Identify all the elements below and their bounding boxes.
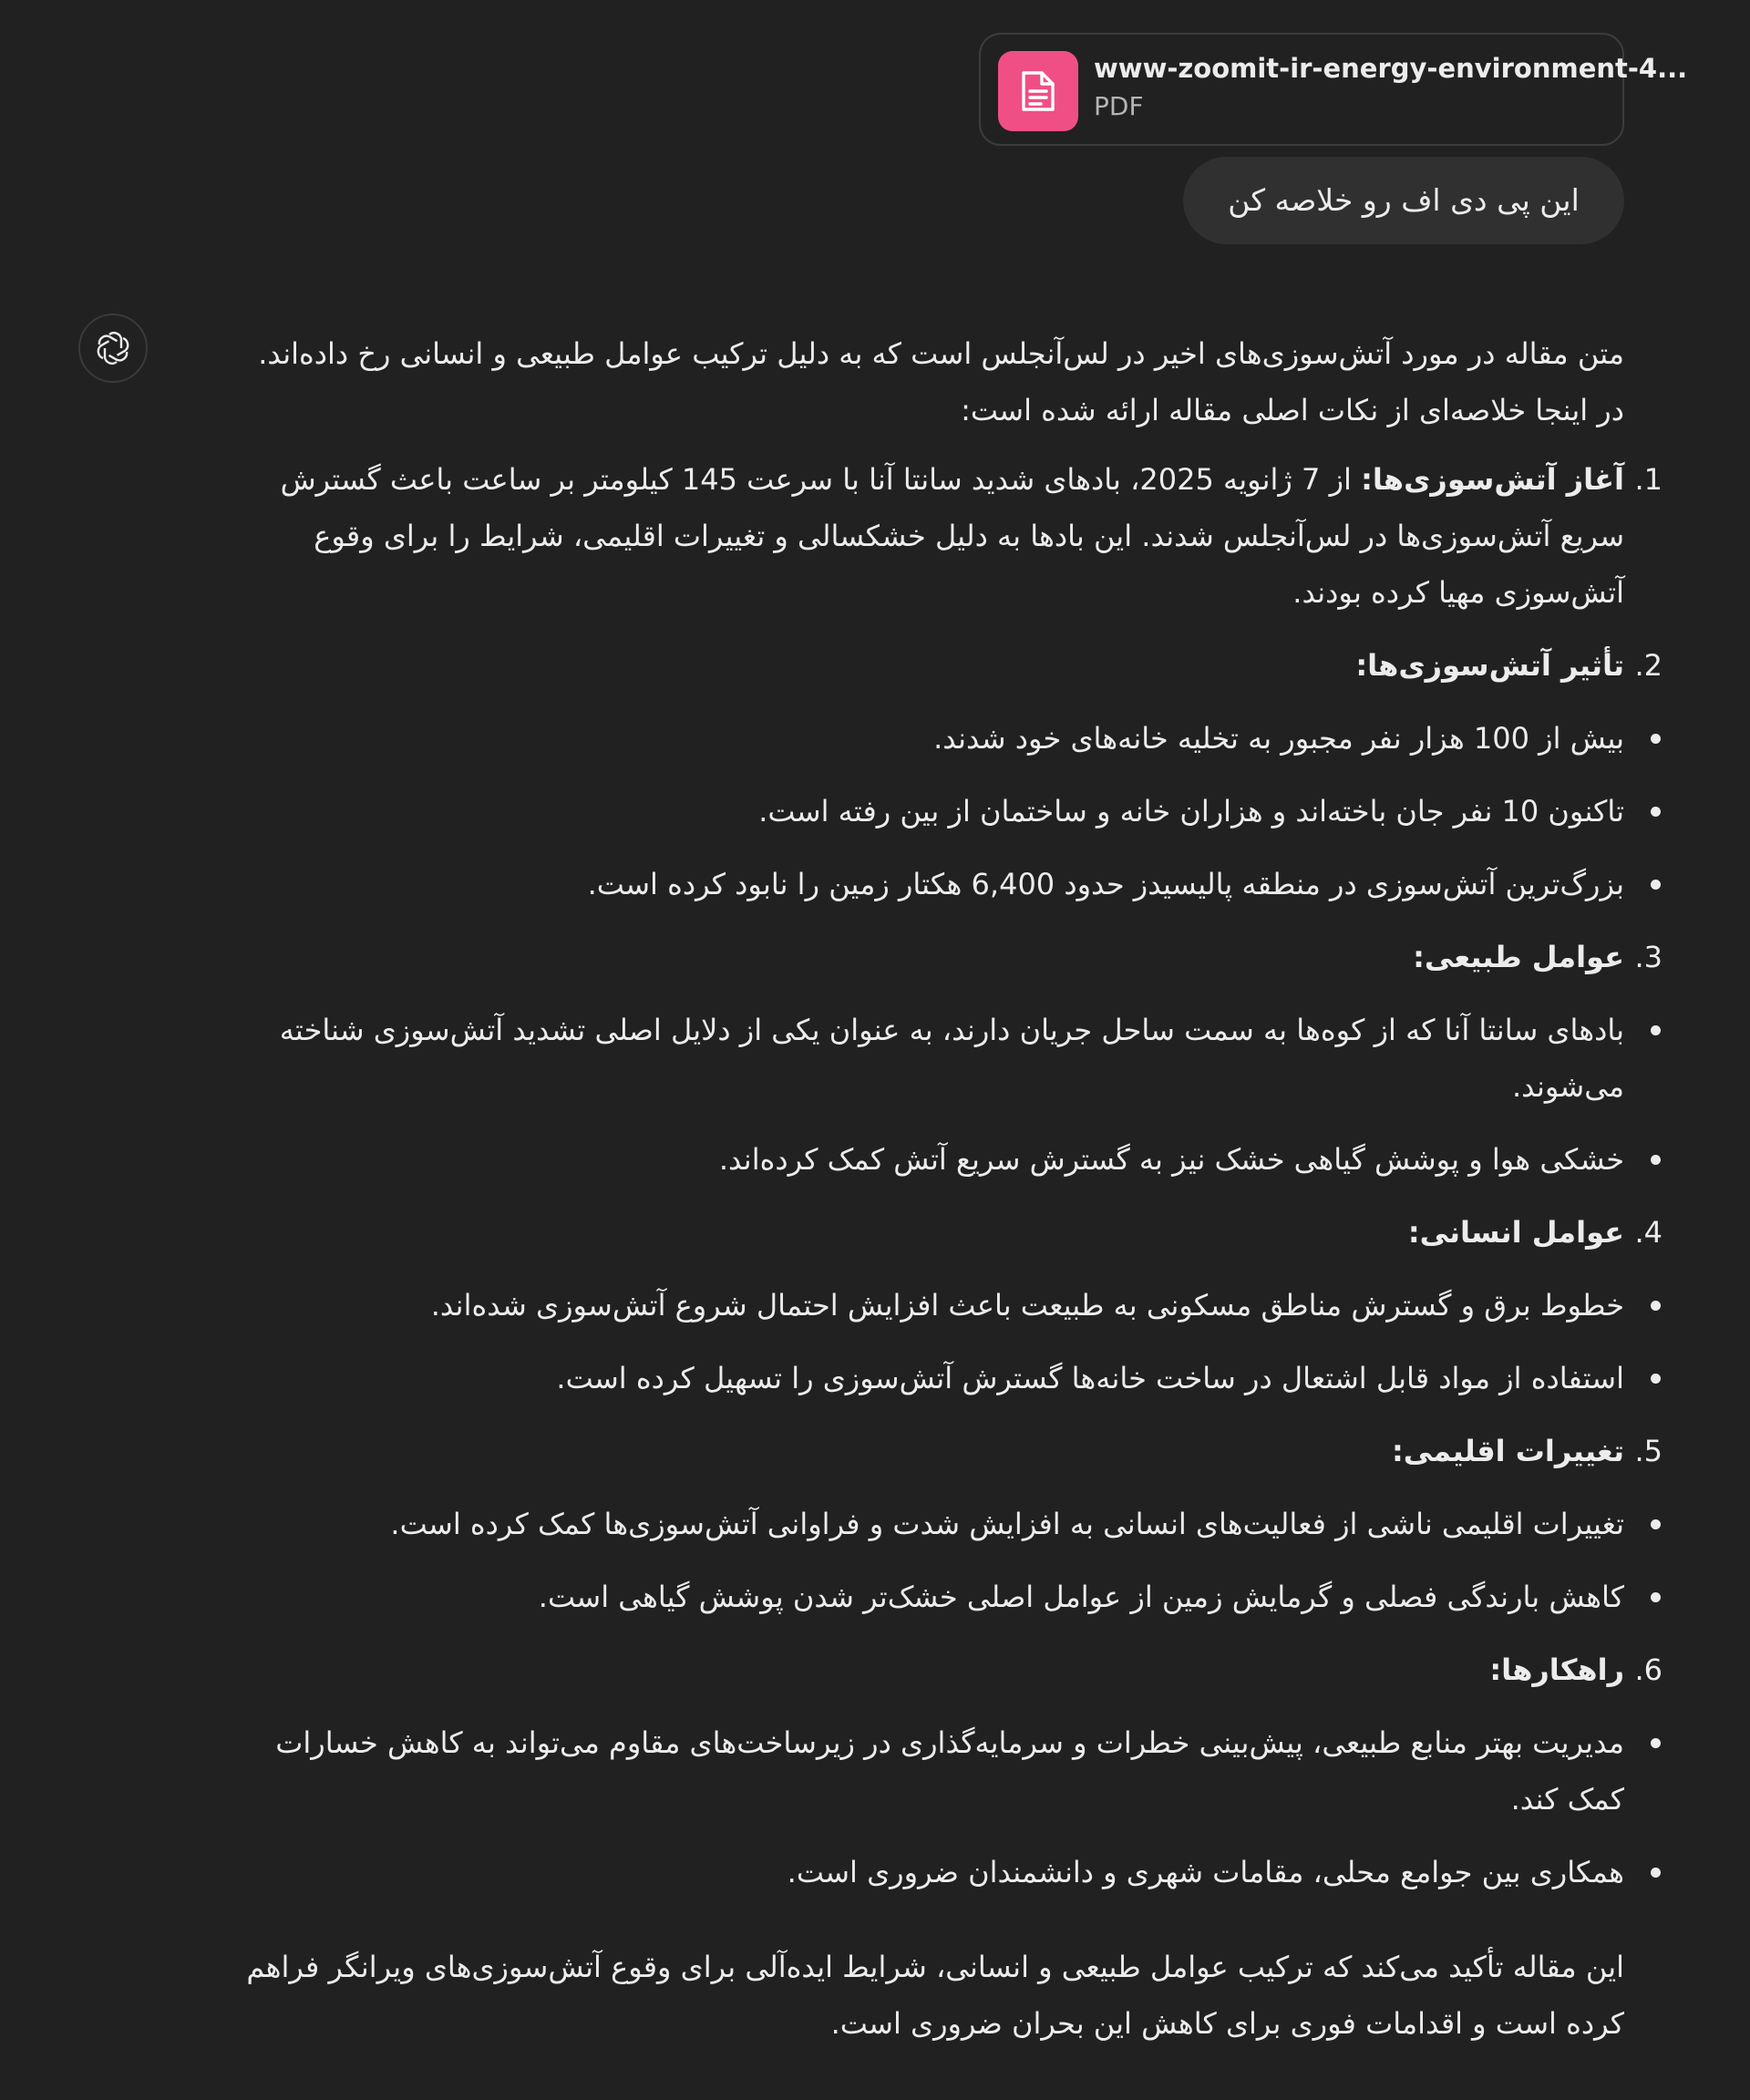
summary-item bbox=[237, 1204, 1662, 1406]
section-title: آغاز آتش‌سوزی‌ها: bbox=[1361, 462, 1624, 497]
bullet-list bbox=[237, 1496, 1624, 1625]
assistant-response bbox=[237, 325, 1662, 2064]
item-number: 5. bbox=[1634, 1434, 1662, 1468]
bullet-list bbox=[237, 1714, 1624, 1900]
bullet-item: بادهای سانتا آنا که از کوه‌ها به سمت ساحل جریان دارند، به عنوان یکی از دلایل اصلی تشدید آتش‌سوزی شناخته می‌شوند. bbox=[237, 1002, 1624, 1115]
response-intro: متن مقاله در مورد آتش‌سوزی‌های اخیر در لس‌آنجلس است که به دلیل ترکیب عوامل طبیعی و انسانی رخ داده‌اند. در اینجا خلاصه‌ای از نکات اصلی مقاله ارائه شده است: bbox=[258, 336, 1624, 427]
bullet-item: بزرگ‌ترین آتش‌سوزی در منطقه پالیسیدز حدود 6,400 هکتار زمین را نابود کرده است. bbox=[237, 856, 1624, 912]
pdf-attachment-card[interactable] bbox=[979, 33, 1688, 146]
summary-list bbox=[237, 451, 1662, 1900]
bullet-item: خطوط برق و گسترش مناطق مسکونی به طبیعت باعث افزایش احتمال شروع آتش‌سوزی شده‌اند. bbox=[237, 1277, 1624, 1333]
openai-logo-icon bbox=[78, 314, 148, 383]
document-icon bbox=[998, 51, 1078, 131]
bullet-list bbox=[237, 1002, 1624, 1188]
item-number: 4. bbox=[1634, 1215, 1662, 1250]
attachment-file-type: PDF bbox=[1094, 91, 1144, 121]
section-text: از 7 ژانویه 2025، بادهای شدید سانتا آنا با سرعت 145 کیلومتر بر ساعت باعث گسترش سریع آتش‌سوزی‌ها در لس‌آنجلس شدند. این بادها به دلیل خشکسالی و تغییرات اقلیمی، شرایط را برای وقوع آتش‌سوزی مهیا کرده بودند. bbox=[280, 462, 1624, 610]
item-number: 6. bbox=[1634, 1652, 1662, 1687]
summary-item bbox=[237, 1423, 1662, 1625]
section-title: تغییرات اقلیمی: bbox=[1391, 1434, 1624, 1468]
item-number: 3. bbox=[1634, 940, 1662, 974]
bullet-item: همکاری بین جوامع محلی، مقامات شهری و دانشمندان ضروری است. bbox=[237, 1844, 1624, 1900]
bullet-item: مدیریت بهتر منابع طبیعی، پیش‌بینی خطرات و سرمایه‌گذاری در زیرساخت‌های مقاوم می‌تواند به کاهش خسارات کمک کند. bbox=[237, 1714, 1624, 1827]
response-conclusion: این مقاله تأکید می‌کند که ترکیب عوامل طبیعی و انسانی، شرایط ایده‌آلی برای وقوع آتش‌سوزی‌های ویرانگر فراهم کرده است و اقدامات فوری برای کاهش این بحران ضروری است. bbox=[246, 1950, 1624, 2041]
bullet-list bbox=[237, 1277, 1624, 1406]
bullet-item: استفاده از مواد قابل اشتعال در ساخت خانه‌ها گسترش آتش‌سوزی را تسهیل کرده است. bbox=[237, 1350, 1624, 1406]
bullet-item: کاهش بارندگی فصلی و گرمایش زمین از عوامل اصلی خشک‌تر شدن پوشش گیاهی است. bbox=[237, 1569, 1624, 1625]
section-title: تأثیر آتش‌سوزی‌ها: bbox=[1355, 648, 1624, 683]
section-title: راهکارها: bbox=[1489, 1652, 1624, 1687]
bullet-item: بیش از 100 هزار نفر مجبور به تخلیه خانه‌های خود شدند. bbox=[237, 710, 1624, 767]
bullet-item: تغییرات اقلیمی ناشی از فعالیت‌های انسانی به افزایش شدت و فراوانی آتش‌سوزی‌ها کمک کرده است. bbox=[237, 1496, 1624, 1552]
bullet-list bbox=[237, 710, 1624, 912]
summary-item bbox=[237, 451, 1662, 621]
summary-item bbox=[237, 929, 1662, 1188]
section-title: عوامل طبیعی: bbox=[1413, 940, 1624, 974]
section-title: عوامل انسانی: bbox=[1407, 1215, 1624, 1250]
attachment-file-name: www-zoomit-ir-energy-environment-4... bbox=[1094, 53, 1688, 84]
summary-item bbox=[237, 1642, 1662, 1900]
user-message-bubble: این پی دی اف رو خلاصه کن bbox=[1183, 157, 1624, 244]
summary-item bbox=[237, 637, 1662, 912]
item-number: 2. bbox=[1634, 648, 1662, 683]
bullet-item: تاکنون 10 نفر جان باخته‌اند و هزاران خانه و ساختمان از بین رفته است. bbox=[237, 783, 1624, 839]
bullet-item: خشکی هوا و پوشش گیاهی خشک نیز به گسترش سریع آتش کمک کرده‌اند. bbox=[237, 1131, 1624, 1188]
item-number: 1. bbox=[1634, 462, 1662, 497]
